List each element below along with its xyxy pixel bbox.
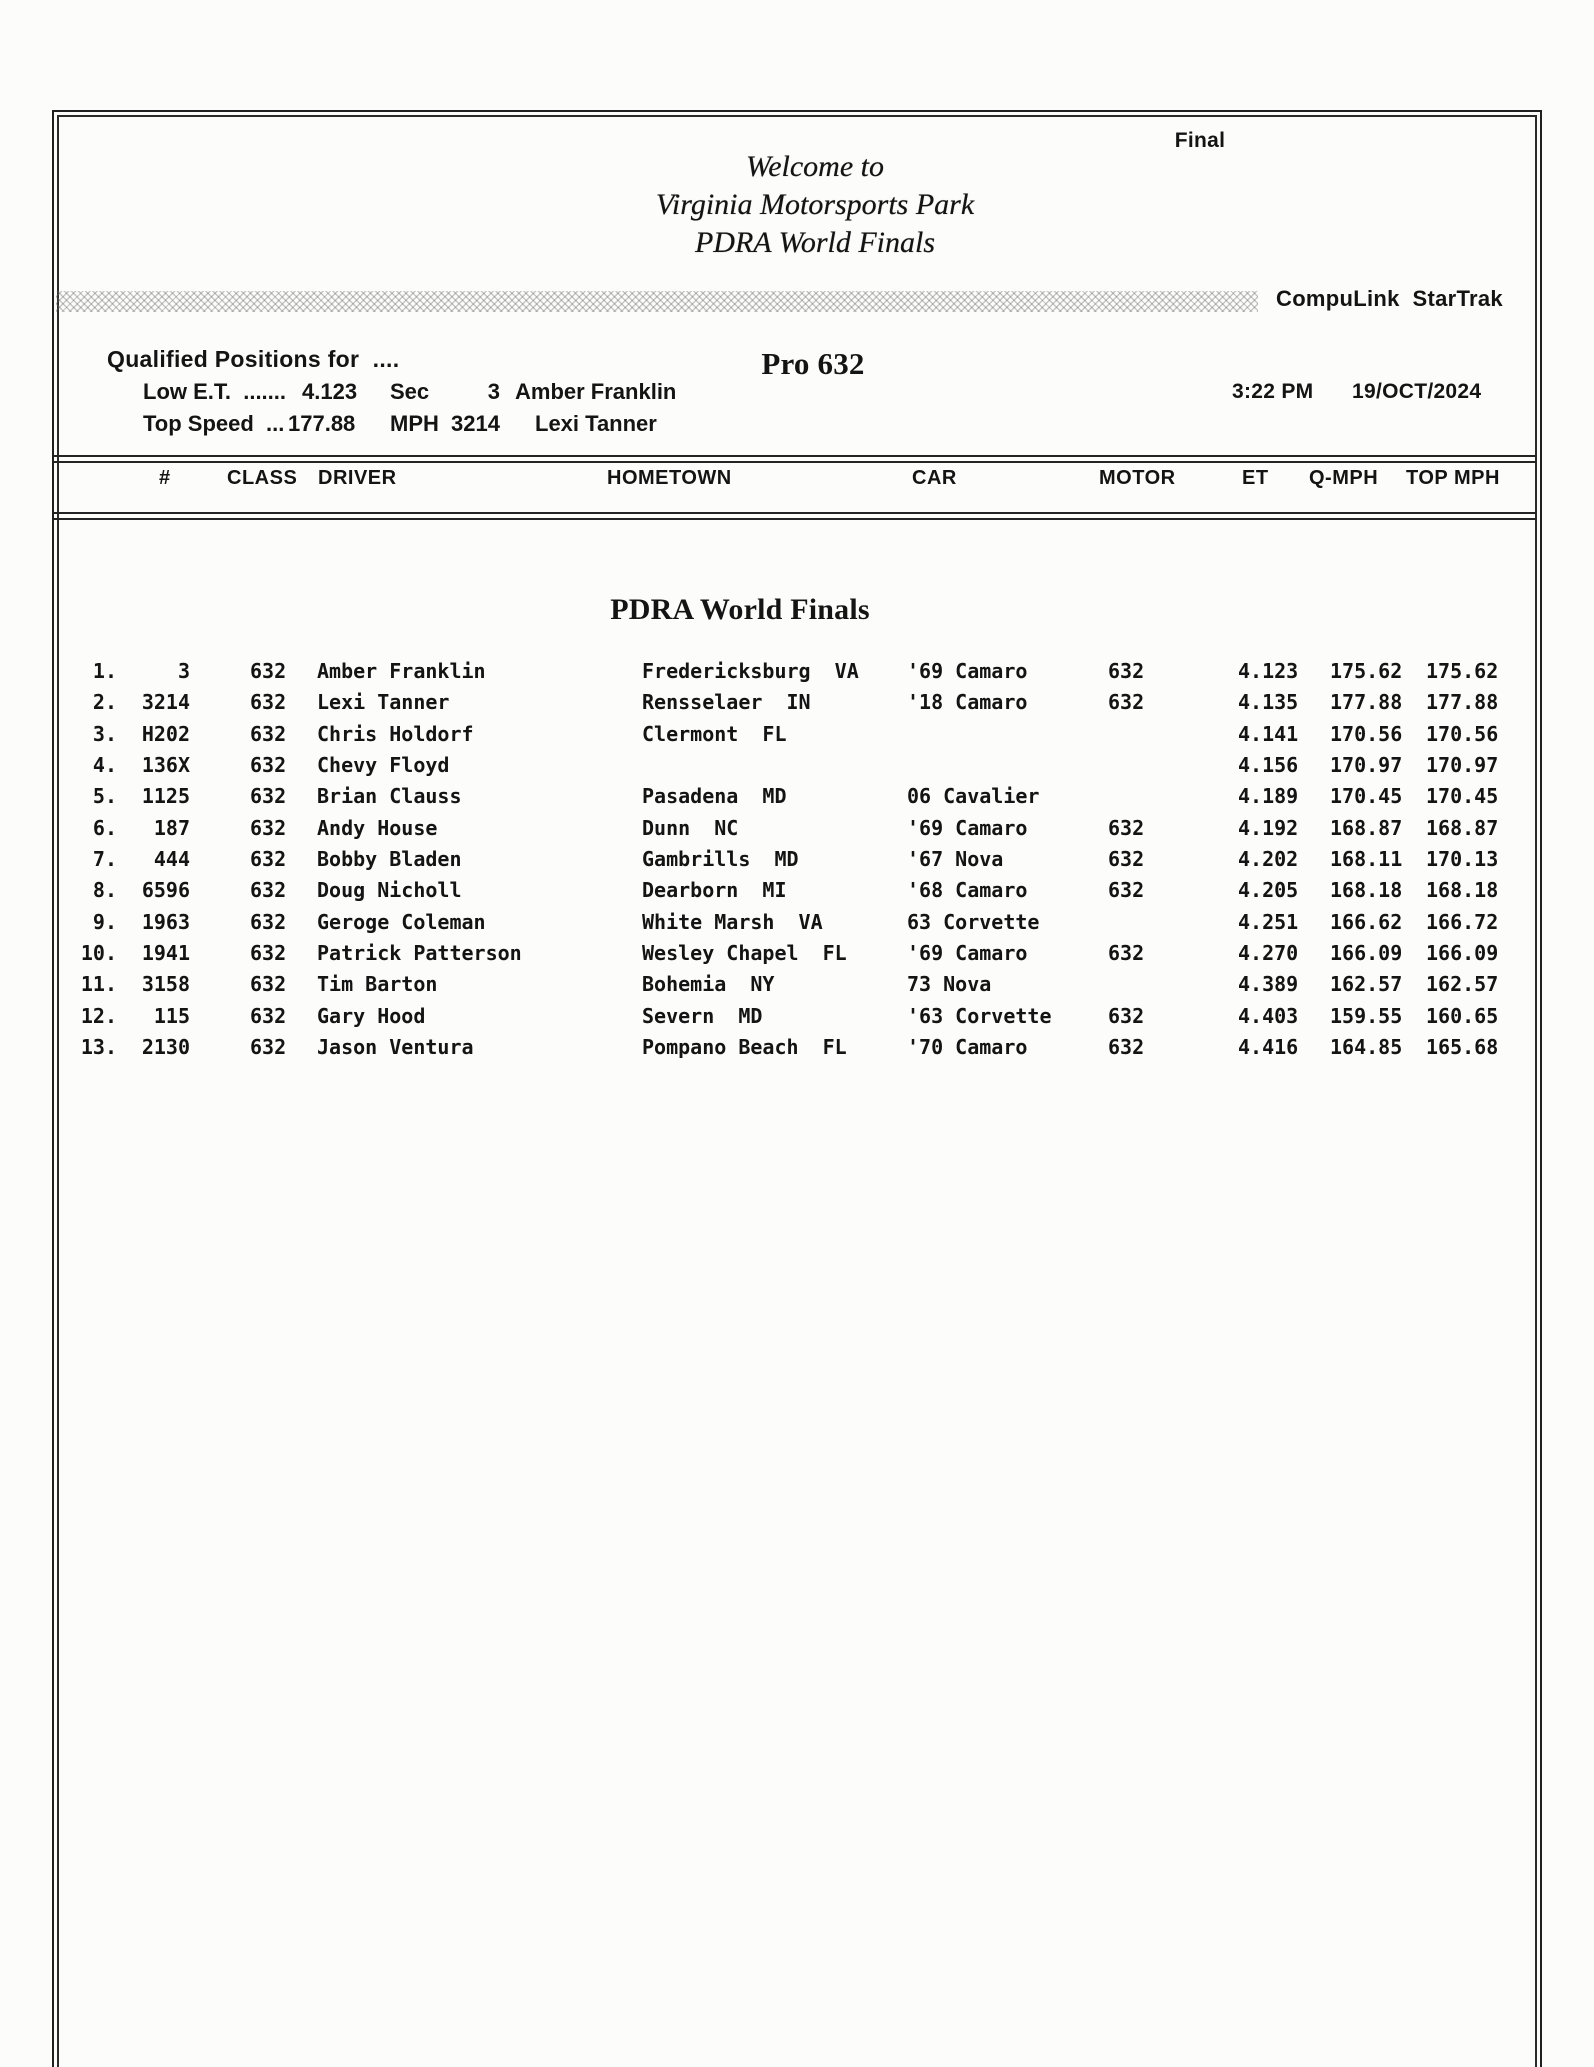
low-et-line <box>143 379 1043 407</box>
cell-driver: Doug Nicholl <box>317 878 462 903</box>
table-row <box>0 1035 1594 1066</box>
cell-et: 4.205 <box>1238 878 1299 903</box>
low-et-holder-name: Amber Franklin <box>515 379 677 404</box>
table-row <box>0 722 1594 753</box>
cell-driver: Patrick Patterson <box>317 941 522 966</box>
cell-class: 632 <box>250 815 287 840</box>
cell-position: 7. <box>92 847 117 872</box>
top-speed-unit: MPH <box>390 411 439 436</box>
col-header-topmph: TOP MPH <box>1406 467 1500 489</box>
cell-qmph: 166.09 <box>1330 941 1403 966</box>
cell-hometown: Clermont FL <box>642 721 787 746</box>
cell-et: 4.202 <box>1238 847 1299 872</box>
cell-hometown: Dearborn MI <box>642 878 787 903</box>
top-speed-line <box>143 411 1043 439</box>
cell-hometown: Fredericksburg VA <box>642 659 859 683</box>
cell-car: '63 Corvette <box>907 1003 1052 1028</box>
cell-driver: Chris Holdorf <box>317 721 474 746</box>
cell-position: 12. <box>80 1003 117 1028</box>
cell-et: 4.135 <box>1238 690 1299 715</box>
cell-car: '68 Camaro <box>907 878 1028 903</box>
cell-topmph: 168.18 <box>1426 878 1499 903</box>
cell-hometown: Rensselaer IN <box>642 690 811 715</box>
table-row <box>0 972 1594 1003</box>
header-rule-top <box>54 455 1536 463</box>
welcome-header <box>315 148 1315 262</box>
cell-et: 4.416 <box>1238 1035 1299 1060</box>
cell-qmph: 159.55 <box>1330 1003 1403 1028</box>
top-speed-value: 177.88 <box>288 411 356 436</box>
cell-topmph: 170.97 <box>1426 753 1499 778</box>
col-header-car: CAR <box>912 467 957 489</box>
cell-car-number: 1125 <box>141 784 190 809</box>
col-header-et: ET <box>1242 467 1269 489</box>
cell-motor: 632 <box>1108 941 1145 966</box>
cell-et: 4.156 <box>1238 753 1299 778</box>
cell-qmph: 170.56 <box>1330 721 1403 746</box>
cell-motor: 632 <box>1108 1003 1145 1028</box>
cell-class: 632 <box>250 878 287 903</box>
cell-car-number: 2130 <box>141 1035 190 1060</box>
cell-position: 5. <box>92 784 117 809</box>
cell-position: 4. <box>92 753 117 778</box>
welcome-line-1: Welcome to <box>745 150 885 183</box>
cell-qmph: 177.88 <box>1330 690 1403 715</box>
cell-motor: 632 <box>1108 815 1145 840</box>
cell-qmph: 170.97 <box>1330 753 1403 778</box>
cell-class: 632 <box>250 941 287 966</box>
cell-hometown: White Marsh VA <box>642 909 823 934</box>
cell-qmph: 162.57 <box>1330 972 1403 997</box>
cell-hometown: Dunn NC <box>642 815 739 840</box>
low-et-label: Low E.T. ....... <box>143 379 287 404</box>
cell-car-number: 187 <box>153 815 190 840</box>
cell-driver: Bobby Bladen <box>317 847 462 872</box>
col-header-driver: DRIVER <box>318 467 397 489</box>
cell-car-number: 3 <box>177 659 190 683</box>
cell-class: 632 <box>250 690 287 715</box>
table-row <box>0 1004 1594 1035</box>
event-section-title: PDRA World Finals <box>610 593 870 626</box>
table-row <box>0 816 1594 847</box>
cell-topmph: 165.68 <box>1426 1035 1499 1060</box>
halftone-divider-band <box>56 291 1258 312</box>
cell-position: 10. <box>80 941 117 966</box>
table-row <box>0 784 1594 815</box>
cell-position: 2. <box>92 690 117 715</box>
cell-hometown: Pasadena MD <box>642 784 787 809</box>
cell-class: 632 <box>250 1003 287 1028</box>
cell-car-number: 1941 <box>141 941 190 966</box>
cell-driver: Jason Ventura <box>317 1035 474 1060</box>
welcome-line-3: PDRA World Finals <box>694 226 935 259</box>
cell-et: 4.403 <box>1238 1003 1299 1028</box>
cell-position: 6. <box>92 815 117 840</box>
cell-hometown: Wesley Chapel FL <box>642 941 847 966</box>
cell-car: '67 Nova <box>907 847 1004 872</box>
col-header-qmph: Q-MPH <box>1309 467 1379 489</box>
cell-car: 63 Corvette <box>907 909 1040 934</box>
cell-driver: Brian Clauss <box>317 784 462 809</box>
class-title: Pro 632 <box>761 346 865 381</box>
cell-topmph: 170.45 <box>1426 784 1499 809</box>
col-header-class: CLASS <box>227 467 298 489</box>
cell-driver: Chevy Floyd <box>317 753 450 778</box>
cell-driver: Tim Barton <box>317 972 438 997</box>
cell-class: 632 <box>250 972 287 997</box>
cell-car-number: H202 <box>141 721 190 746</box>
print-date: 19/OCT/2024 <box>1352 380 1482 403</box>
cell-class: 632 <box>250 753 287 778</box>
cell-qmph: 170.45 <box>1330 784 1403 809</box>
cell-car: '69 Camaro <box>907 815 1028 840</box>
table-row <box>0 690 1594 721</box>
cell-topmph: 177.88 <box>1426 690 1499 715</box>
cell-class: 632 <box>250 909 287 934</box>
qualified-positions-label: Qualified Positions for .... <box>107 346 400 372</box>
print-time: 3:22 PM <box>1232 380 1314 403</box>
header-rule-bottom <box>54 512 1536 520</box>
cell-driver: Amber Franklin <box>317 659 486 683</box>
cell-motor: 632 <box>1108 690 1145 715</box>
col-header-number: # <box>159 467 171 489</box>
top-speed-holder-num: 3214 <box>451 411 500 436</box>
cell-et: 4.189 <box>1238 784 1299 809</box>
cell-class: 632 <box>250 847 287 872</box>
cell-et: 4.251 <box>1238 909 1299 934</box>
cell-et: 4.192 <box>1238 815 1299 840</box>
low-et-holder-num: 3 <box>487 379 500 404</box>
table-row <box>0 941 1594 972</box>
cell-hometown: Bohemia NY <box>642 972 775 997</box>
low-et-value: 4.123 <box>302 379 358 404</box>
cell-car: '69 Camaro <box>907 941 1028 966</box>
cell-et: 4.270 <box>1238 941 1299 966</box>
cell-position: 3. <box>92 721 117 746</box>
cell-qmph: 164.85 <box>1330 1035 1403 1060</box>
cell-car-number: 6596 <box>141 878 190 903</box>
cell-motor: 632 <box>1108 1035 1145 1060</box>
timing-system-name: CompuLink StarTrak <box>1276 286 1503 311</box>
cell-class: 632 <box>250 659 287 683</box>
cell-position: 1. <box>92 659 117 683</box>
cell-car: 06 Cavalier <box>907 784 1040 809</box>
low-et-unit: Sec <box>390 379 430 404</box>
cell-topmph: 166.72 <box>1426 909 1499 934</box>
cell-motor: 632 <box>1108 847 1145 872</box>
welcome-line-2: Virginia Motorsports Park <box>655 188 975 221</box>
cell-car-number: 136X <box>141 753 190 778</box>
table-row <box>0 910 1594 941</box>
cell-car-number: 1963 <box>141 909 190 934</box>
cell-motor: 632 <box>1108 659 1145 683</box>
cell-driver: Gary Hood <box>317 1003 426 1028</box>
cell-car-number: 3158 <box>141 972 190 997</box>
cell-qmph: 175.62 <box>1330 659 1403 683</box>
results-table <box>0 659 1594 1066</box>
col-header-motor: MOTOR <box>1099 467 1176 489</box>
cell-topmph: 160.65 <box>1426 1003 1499 1028</box>
cell-hometown: Severn MD <box>642 1003 763 1028</box>
table-row <box>0 878 1594 909</box>
cell-car-number: 115 <box>153 1003 190 1028</box>
cell-driver: Andy House <box>317 815 438 840</box>
cell-class: 632 <box>250 784 287 809</box>
cell-car-number: 3214 <box>141 690 190 715</box>
cell-car: '69 Camaro <box>907 659 1028 683</box>
cell-position: 11. <box>80 972 117 997</box>
cell-qmph: 168.87 <box>1330 815 1403 840</box>
round-status-label: Final <box>1174 129 1226 152</box>
cell-car: '18 Camaro <box>907 690 1028 715</box>
cell-topmph: 166.09 <box>1426 941 1499 966</box>
cell-et: 4.141 <box>1238 721 1299 746</box>
cell-car: 73 Nova <box>907 972 992 997</box>
table-row <box>0 659 1594 690</box>
cell-position: 8. <box>92 878 117 903</box>
cell-qmph: 168.18 <box>1330 878 1403 903</box>
cell-hometown: Gambrills MD <box>642 847 799 872</box>
cell-et: 4.389 <box>1238 972 1299 997</box>
top-speed-label: Top Speed ... <box>143 411 285 436</box>
cell-position: 9. <box>92 909 117 934</box>
cell-topmph: 162.57 <box>1426 972 1499 997</box>
cell-qmph: 168.11 <box>1330 847 1403 872</box>
table-row <box>0 847 1594 878</box>
cell-position: 13. <box>80 1035 117 1060</box>
top-speed-holder-name: Lexi Tanner <box>535 411 657 436</box>
cell-topmph: 175.62 <box>1426 659 1499 683</box>
cell-driver: Lexi Tanner <box>317 690 450 715</box>
table-row <box>0 753 1594 784</box>
cell-topmph: 168.87 <box>1426 815 1499 840</box>
cell-topmph: 170.56 <box>1426 721 1499 746</box>
cell-hometown: Pompano Beach FL <box>642 1035 847 1060</box>
cell-et: 4.123 <box>1238 659 1299 683</box>
cell-motor: 632 <box>1108 878 1145 903</box>
cell-qmph: 166.62 <box>1330 909 1403 934</box>
cell-class: 632 <box>250 721 287 746</box>
cell-driver: Geroge Coleman <box>317 909 486 934</box>
cell-topmph: 170.13 <box>1426 847 1499 872</box>
col-header-hometown: HOMETOWN <box>607 467 732 489</box>
page-border-inner <box>57 115 1537 2067</box>
cell-car-number: 444 <box>153 847 190 872</box>
cell-class: 632 <box>250 1035 287 1060</box>
cell-car: '70 Camaro <box>907 1035 1028 1060</box>
